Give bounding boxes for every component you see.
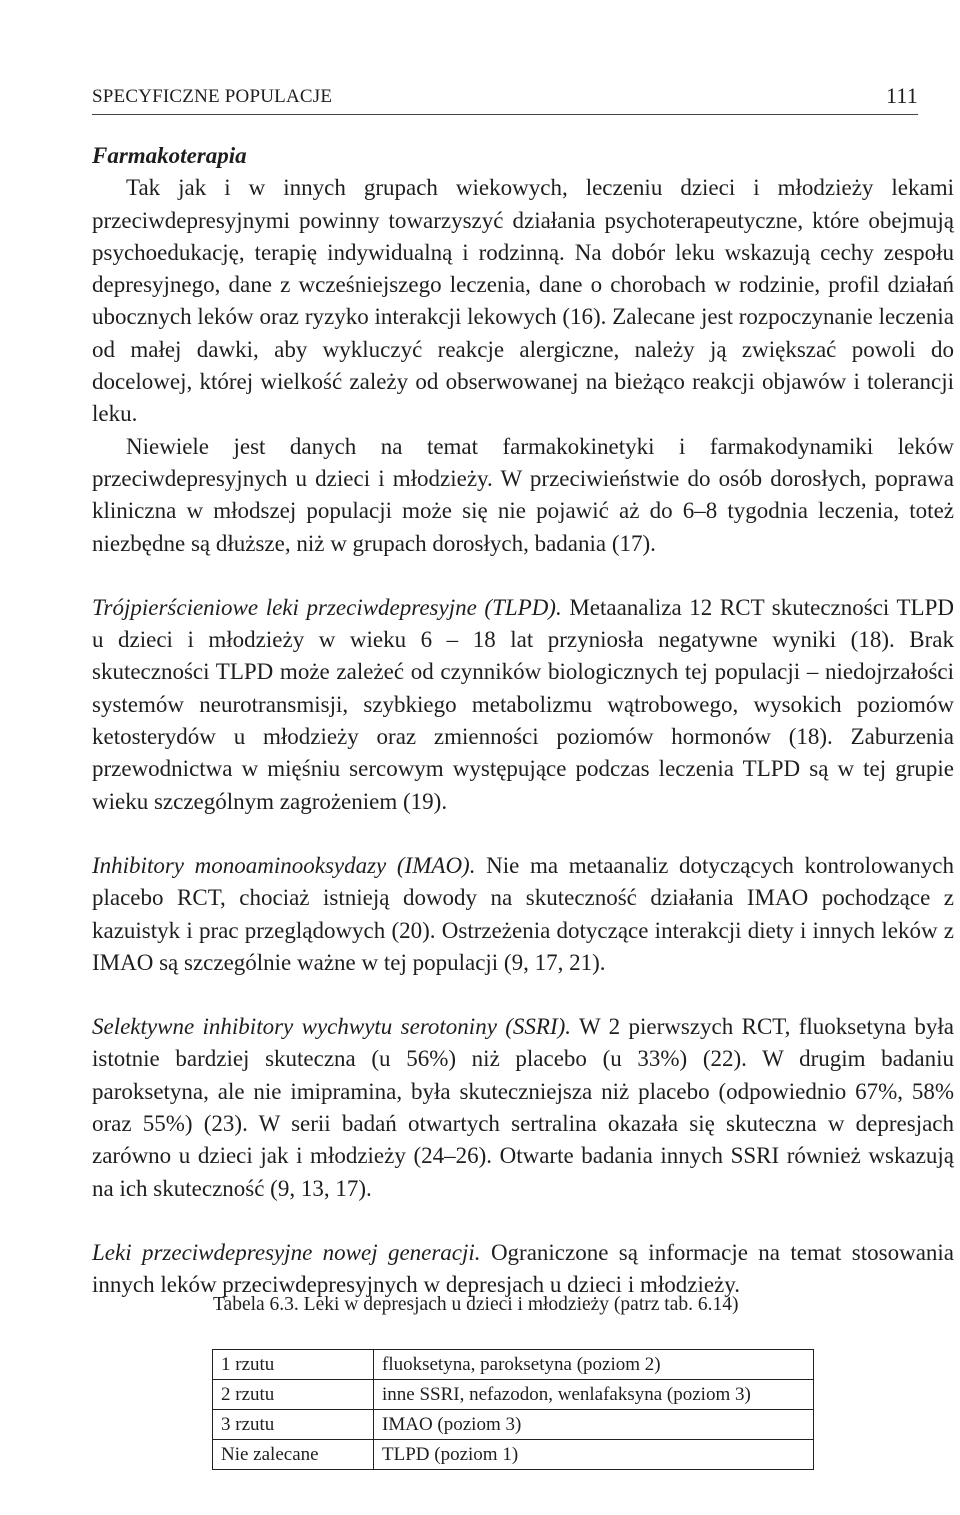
running-header [92, 84, 918, 115]
table-caption: Tabela 6.3. Leki w depresjach u dzieci i młodzieży (patrz tab. 6.14) [213, 1294, 739, 1315]
paragraph-ssri [92, 1011, 954, 1205]
paragraph-new-generation [92, 1237, 954, 1302]
imao-title: Inhibitory monoaminooksydazy (IMAO). [92, 852, 476, 878]
table-row [213, 1410, 814, 1440]
new-generation-title: Leki przeciwdepresyjne nowej generacji. [92, 1239, 481, 1265]
table-cell-drugs: IMAO (poziom 3) [374, 1410, 814, 1440]
table-cell-drugs: inne SSRI, nefazodon, wenlafaksyna (poziom 3) [374, 1380, 814, 1410]
body-text [92, 140, 954, 1302]
new-generation-text: Ograniczone są informacje na temat stosowania innych leków przeciwdepresyjnych w depresjach u dzieci i młodzieży. [92, 1239, 955, 1298]
ssri-text: W 2 pierwszych RCT, fluoksetyna była istotnie bardziej skuteczna (u 56%) niż placebo (u 33%) (22). W drugim badaniu paroksetyna, ale nie imipramina, była skuteczniejsza niż placebo (odpowiednio 67%, 58% oraz 55%) (23). W serii badań otwartych sertralina okazała się skuteczna w depresjach zarówno u dzieci jak i młodzieży (24–26). Otwarte badania innych SSRI również wskazują na ich skuteczność (9, 13, 17). [92, 1014, 954, 1201]
tlpd-text: Metaanaliza 12 RCT skuteczności TLPD u dzieci i młodzieży w wieku 6 – 18 lat przyniosła negatywne wyniki (18). Brak skuteczności TLPD może zależeć od czynników biologicznych tej populacji – niedojrzałości systemów neurotransmisji, szybkiego metabolizmu wątrobowego, wysokich poziomów ketosterydów u młodzieży oraz zmienności poziomów hormonów (18). Zaburzenia przewodnictwa w mięśniu sercowym występujące podczas leczenia TLPD są w tej grupie wieku szczególnym zagrożeniem (19). [92, 594, 954, 814]
table-row [213, 1380, 814, 1410]
table-cell-drugs: fluoksetyna, paroksetyna (poziom 2) [374, 1350, 814, 1380]
table-row [213, 1440, 814, 1470]
table-cell-line: 1 rzutu [213, 1350, 374, 1380]
table-row [213, 1350, 814, 1380]
section-heading: Farmakoterapia [92, 143, 247, 168]
page-number: 111 [886, 83, 918, 108]
ssri-title: Selektywne inhibitory wychwytu serotoniny (SSRI). [92, 1014, 572, 1040]
table-cell-line: 2 rzutu [213, 1380, 374, 1410]
table-cell-line: Nie zalecane [213, 1440, 374, 1470]
table-cell-line: 3 rzutu [213, 1410, 374, 1440]
tlpd-title: Trójpierścieniowe leki przeciwdepresyjne (TLPD). [92, 594, 562, 620]
section-title: SPECYFICZNE POPULACJE [92, 86, 333, 107]
drug-table [212, 1349, 814, 1470]
paragraph-pharmacokinetics: Niewiele jest danych na temat farmakokinetyki i farmakodynamiki leków przeciwdepresyjnych u dzieci i młodzieży. W przeciwieństwie do osób dorosłych, poprawa kliniczna w młodszej populacji może się nie pojawić aż do 6–8 tygodnia leczenia, toteż niezbędne są dłuższe, niż w grupach dorosłych, badania (17). [92, 433, 954, 556]
paragraph-imao [92, 850, 954, 979]
paragraph-intro: Tak jak i w innych grupach wiekowych, leczeniu dzieci i młodzieży lekami przeciwdepresyjnymi powinny towarzyszyć działania psychoterapeutyczne, które obejmują psychoedukację, terapię indywidualną i rodzinną. Na dobór leku wskazują cechy zespołu depresyjnego, dane z wcześniejszego leczenia, dane o chorobach w rodzinie, profil działań ubocznych leków oraz ryzyko interakcji lekowych (16). Zalecane jest rozpoczynanie leczenia od małej dawki, aby wykluczyć reakcje alergiczne, należy ją zwiększać powoli do docelowej, której wielkość zależy od obserwowanej na bieżąco reakcji objawów i tolerancji leku. [92, 175, 954, 427]
paragraph-tlpd [92, 592, 954, 818]
table-cell-drugs: TLPD (poziom 1) [374, 1440, 814, 1470]
imao-text: Nie ma metaanaliz dotyczących kontrolowanych placebo RCT, chociaż istnieją dowody na skuteczność działania IMAO pochodzące z kazuistyk i prac przeglądowych (20). Ostrzeżenia dotyczące interakcji diety i innych leków z IMAO są szczególnie ważne w tej populacji (9, 17, 21). [92, 852, 955, 975]
